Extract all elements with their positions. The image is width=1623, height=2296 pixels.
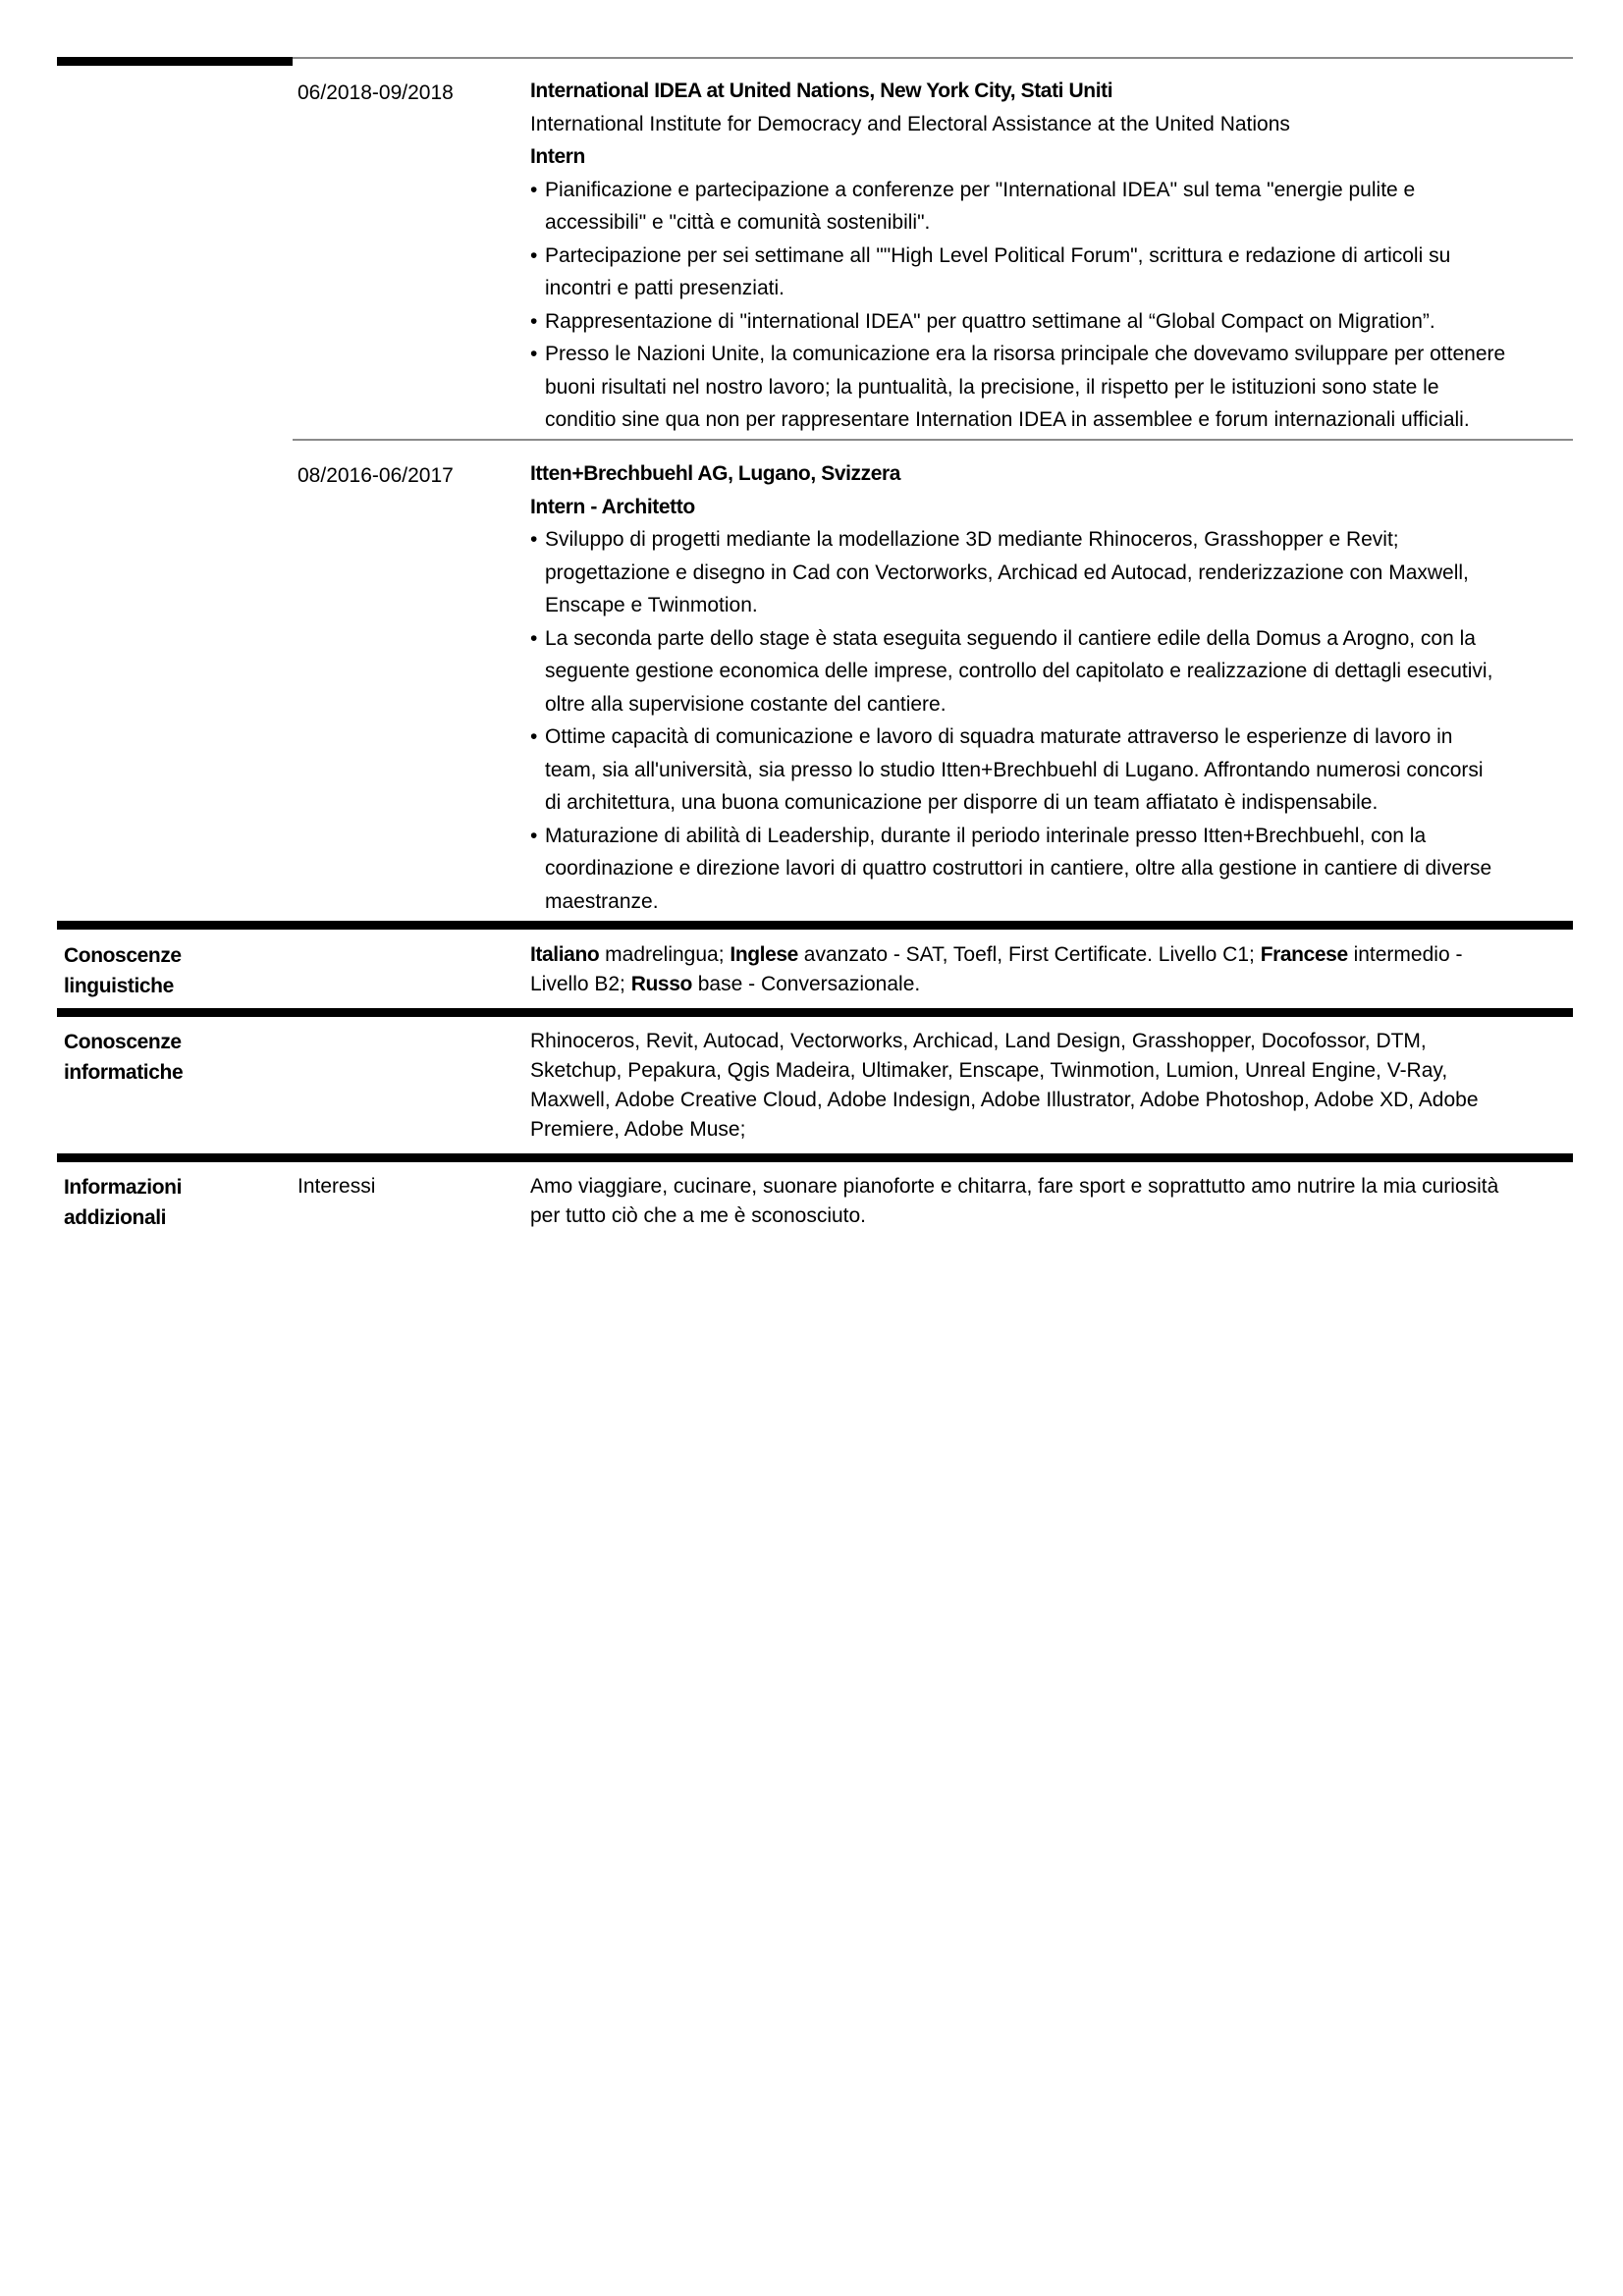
label-line: Informazioni: [64, 1176, 183, 1199]
experience-employer: Itten+Brechbuehl AG, Lugano, Svizzera: [530, 462, 901, 485]
bullet-icon: •: [530, 243, 538, 267]
bullet-text: accessibili" e "città e comunità sostenibili".: [545, 211, 931, 234]
label-line: Conoscenze: [64, 944, 182, 967]
experience-entry: [530, 457, 1571, 918]
bullet-icon: •: [530, 824, 538, 847]
label-line: addizionali: [64, 1206, 167, 1229]
bullet-text: progettazione e disegno in Cad con Vectorworks, Archicad ed Autocad, renderizzazione con Maxwell,: [545, 561, 1469, 584]
bullet-text: Pianificazione e partecipazione a conferenze per "International IDEA" sul tema "energie pulite e: [545, 178, 1416, 201]
experience-bullet: [530, 305, 1571, 339]
bullet-text: Ottime capacità di comunicazione e lavoro di squadra maturate attraverso le esperienze di lavoro in: [545, 725, 1453, 748]
language-level: base - Conversazionale.: [691, 973, 921, 995]
bullet-text: Presso le Nazioni Unite, la comunicazione era la risorsa principale che dovevamo sviluppare per ottenere: [545, 343, 1506, 365]
bullet-text: team, sia all'università, sia presso lo studio Itten+Brechbuehl di Lugano. Affrontando numerosi concorsi: [545, 758, 1484, 781]
experience-bullet: [530, 622, 1571, 721]
bullet-text: Sviluppo di progetti mediante la modellazione 3D mediante Rhinoceros, Grasshopper e Revit;: [545, 528, 1399, 551]
experience-employer: International IDEA at United Nations, New York City, Stati Uniti: [530, 80, 1113, 102]
top-thin-rule: [293, 57, 1573, 59]
bullet-text: Partecipazione per sei settimane all ""High Level Political Forum", scrittura e redazione di articoli su: [545, 243, 1451, 267]
language-name: Francese: [1260, 943, 1348, 966]
bullet-text: conditio sine qua non per rappresentare Internation IDEA in assemblee e forum internazionali ufficiali.: [545, 408, 1470, 431]
experience-bullet: [530, 523, 1571, 622]
bullet-icon: •: [530, 309, 538, 333]
section-label-languages: [64, 940, 280, 1001]
section-rule: [57, 1153, 1573, 1162]
experience-divider: [293, 439, 1573, 441]
label-line: linguistiche: [64, 975, 174, 997]
experience-dates: 06/2018-09/2018: [298, 81, 454, 104]
bullet-icon: •: [530, 725, 538, 748]
experience-bullet: [530, 820, 1571, 919]
section-rule: [57, 921, 1573, 930]
skills-line: Maxwell, Adobe Creative Cloud, Adobe Indesign, Adobe Illustrator, Adobe Photoshop, Adobe XD, Adobe: [530, 1089, 1479, 1111]
interests-line: per tutto ciò che a me è sconosciuto.: [530, 1204, 867, 1227]
languages-content: [530, 940, 1571, 999]
experience-bullet: [530, 338, 1571, 437]
label-line: informatiche: [64, 1061, 184, 1084]
bullet-icon: •: [530, 343, 538, 365]
label-line: Conoscenze: [64, 1031, 182, 1053]
skills-line: Premiere, Adobe Muse;: [530, 1118, 746, 1141]
experience-role: Intern: [530, 145, 585, 168]
experience-organization: International Institute for Democracy and Electoral Assistance at the United Nations: [530, 112, 1290, 135]
bullet-text: buoni risultati nel nostro lavoro; la puntualità, la precisione, il rispetto per le istituzioni sono state le: [545, 375, 1439, 399]
additional-sublabel: Interessi: [298, 1175, 376, 1198]
top-thick-rule: [57, 57, 293, 66]
interests-line: Amo viaggiare, cucinare, suonare pianoforte e chitarra, fare sport e soprattutto amo nutrire la mia curiosità: [530, 1175, 1499, 1198]
language-level: intermedio -: [1347, 943, 1463, 966]
bullet-text: di architettura, una buona comunicazione per disporre di un team affiatato è indispensabile.: [545, 791, 1379, 814]
language-name: Russo: [630, 973, 692, 995]
bullet-icon: •: [530, 528, 538, 551]
experience-bullet: [530, 240, 1571, 305]
language-name: Italiano: [530, 943, 600, 966]
bullet-icon: •: [530, 178, 538, 201]
bullet-text: Rappresentazione di "international IDEA" per quattro settimane al “Global Compact on Migration”.: [545, 309, 1435, 333]
bullet-text: oltre alla supervisione costante del cantiere.: [545, 692, 947, 716]
bullet-text: coordinazione e direzione lavori di quattro costruttori in cantiere, oltre alla gestione in cantiere di diverse: [545, 857, 1492, 880]
bullet-text: Enscape e Twinmotion.: [545, 594, 758, 616]
it-skills-content: [530, 1027, 1571, 1145]
experience-bullet: [530, 174, 1571, 240]
additional-content: [530, 1172, 1571, 1231]
skills-line: Sketchup, Pepakura, Qgis Madeira, Ultimaker, Enscape, Twinmotion, Lumion, Unreal Engine, V-Ray,: [530, 1059, 1448, 1082]
bullet-text: maestranze.: [545, 889, 659, 913]
experience-bullet: [530, 721, 1571, 820]
language-name: Inglese: [730, 943, 798, 966]
experience-role: Intern - Architetto: [530, 495, 695, 518]
bullet-icon: •: [530, 626, 538, 650]
bullet-text: Maturazione di abilità di Leadership, durante il periodo interinale presso Itten+Brechbuehl, con la: [545, 824, 1427, 847]
bullet-text: seguente gestione economica delle imprese, controllo del capitolato e realizzazione di dettagli esecutivi,: [545, 660, 1493, 682]
bullet-text: incontri e patti presenziati.: [545, 277, 784, 299]
section-label-additional: [64, 1172, 280, 1233]
language-level: avanzato - SAT, Toefl, First Certificate. Livello C1;: [797, 943, 1261, 966]
section-label-it-skills: [64, 1027, 280, 1088]
experience-dates: 08/2016-06/2017: [298, 464, 454, 487]
experience-entry: [530, 75, 1571, 437]
language-level: Livello B2;: [530, 973, 631, 995]
language-level: madrelingua;: [599, 943, 730, 966]
skills-line: Rhinoceros, Revit, Autocad, Vectorworks, Archicad, Land Design, Grasshopper, Docofossor, DTM,: [530, 1030, 1427, 1052]
bullet-text: La seconda parte dello stage è stata eseguita seguendo il cantiere edile della Domus a Arogno, con la: [545, 626, 1476, 650]
section-rule: [57, 1008, 1573, 1017]
